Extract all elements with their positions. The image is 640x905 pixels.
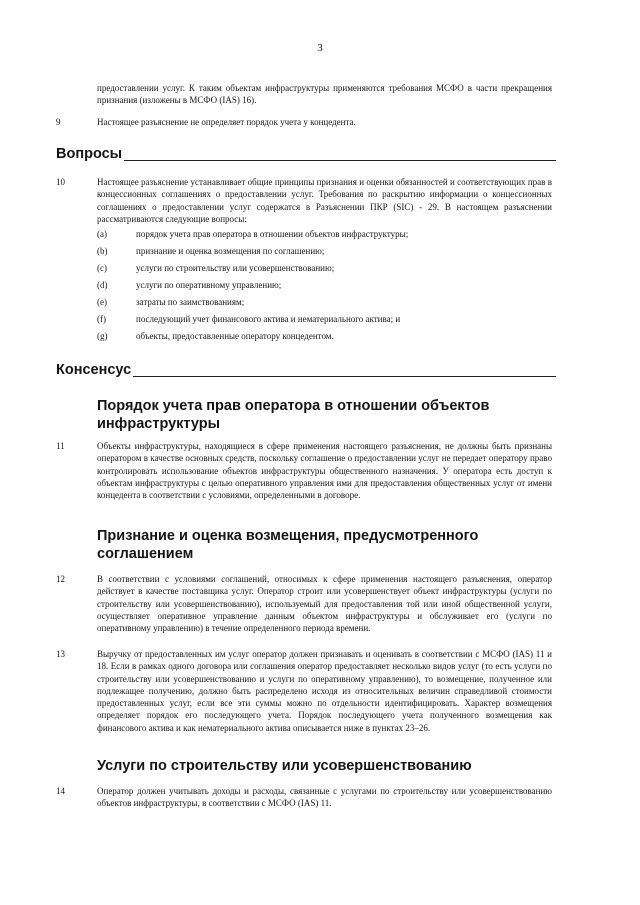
list-text: последующий учет финансового актива и нематериального актива; и [136,314,401,324]
list-marker: (e) [97,297,107,307]
paragraph-number-10: 10 [56,177,65,187]
list-marker: (a) [97,229,107,239]
subheading-operator-rights: Порядок учета прав оператора в отношении объектов инфраструктуры [97,398,490,432]
list-marker: (b) [97,246,108,256]
section-heading-consensus-text: Консенсус [56,362,132,378]
list-text: объекты, предоставленные оператору концедентом. [136,331,334,341]
list-text: затраты по заимствованиям; [136,297,245,307]
page-number: 3 [317,42,323,54]
list-text: порядок учета прав оператора в отношении объектов инфраструктуры; [136,229,409,239]
paragraph-11: Объекты инфраструктуры, находящиеся в сфере применения настоящего разъяснения, не должны быть признаны оператором в качестве основных средств, поскольку соглашение о предоставлении услуг не передает оператору право контролировать использование объектов инфраструктуры общественного назначения. У оператора есть доступ к объектам инфраструктуры с целью оперативного управления ими для предоставления общественных услуг от имени концедента в соответствии с условиями, определенными в договоре. [97,441,552,501]
subheading-recognition: Признание и оценка возмещения, предусмотренного соглашением [97,528,479,562]
section-heading-questions [56,146,556,163]
subheading-construction: Услуги по строительству или усовершенствованию [97,758,472,774]
section-heading-questions-text: Вопросы [56,146,123,162]
list-text: услуги по строительству или усовершенствованию; [136,263,335,273]
paragraph-10: Настоящее разъяснение устанавливает общие принципы признания и оценки обязанностей и соответствующих прав в концессионных соглашениях о предоставлении услуг. Требования по раскрытию информации о концессионных соглашениях о предоставлении услуг содержатся в Разъяснении ПКР (SIC) - 29. В настоящем разъяснении рассматриваются следующие вопросы: [97,177,552,224]
intro-paragraph: предоставлении услуг. К таким объектам инфраструктуры применяются требования МСФО в части прекращения признания (изложены в МСФО (IAS) 16). [97,83,552,106]
paragraph-number-13: 13 [56,649,65,659]
paragraph-12: В соответствии с условиями соглашений, относимых к сфере применения настоящего разъяснения, оператор действует в качестве поставщика услуг. Оператор строит или усовершенствует объект инфраструктуры (услуги по строительству или усовершенствованию), используемый для предоставления той или иной общественной услуги, осуществляет оперативное управление данным объектом инфраструктуры и обслуживает его (услуги по оперативному управлению) в течение определенного периода времени. [97,574,552,634]
list-text: услуги по оперативному управлению; [136,280,282,290]
list-marker: (g) [97,331,108,341]
list-marker: (f) [97,314,106,324]
paragraph-13: Выручку от предоставленных им услуг оператор должен признавать и оценивать в соответствии с МСФО (IAS) 11 и 18. Если в рамках одного договора или соглашения оператор предоставляет несколько видов услуг (то есть услуги по строительству или усовершенствованию и услуги по оперативному управлению), то возмещение, полученное или подлежащее получению, должно быть распределено исходя из относительных величин справедливой стоимости предоставленных услуг, если все эти суммы можно по отдельности идентифицировать. Характер возмещения определяет порядок его последующего учета. Порядок последующего учета полученного возмещения как финансового актива и как нематериального актива описывается ниже в пунктах 23–26. [97,649,552,733]
paragraph-9: Настоящее разъяснение не определяет порядок учета у концедента. [97,117,356,127]
paragraph-number-14: 14 [56,786,65,796]
section-heading-consensus [56,362,556,379]
list-marker: (d) [97,280,108,290]
paragraph-14: Оператор должен учитывать доходы и расходы, связанные с услугами по строительству или усовершенствованию объектов инфраструктуры, в соответствии с МСФО (IAS) 11. [97,786,552,809]
paragraph-number-11: 11 [56,441,65,451]
list-marker: (c) [97,263,107,273]
paragraph-number-9: 9 [56,117,61,127]
paragraph-number-12: 12 [56,574,65,584]
list-text: признание и оценка возмещения по соглашению; [136,246,325,256]
